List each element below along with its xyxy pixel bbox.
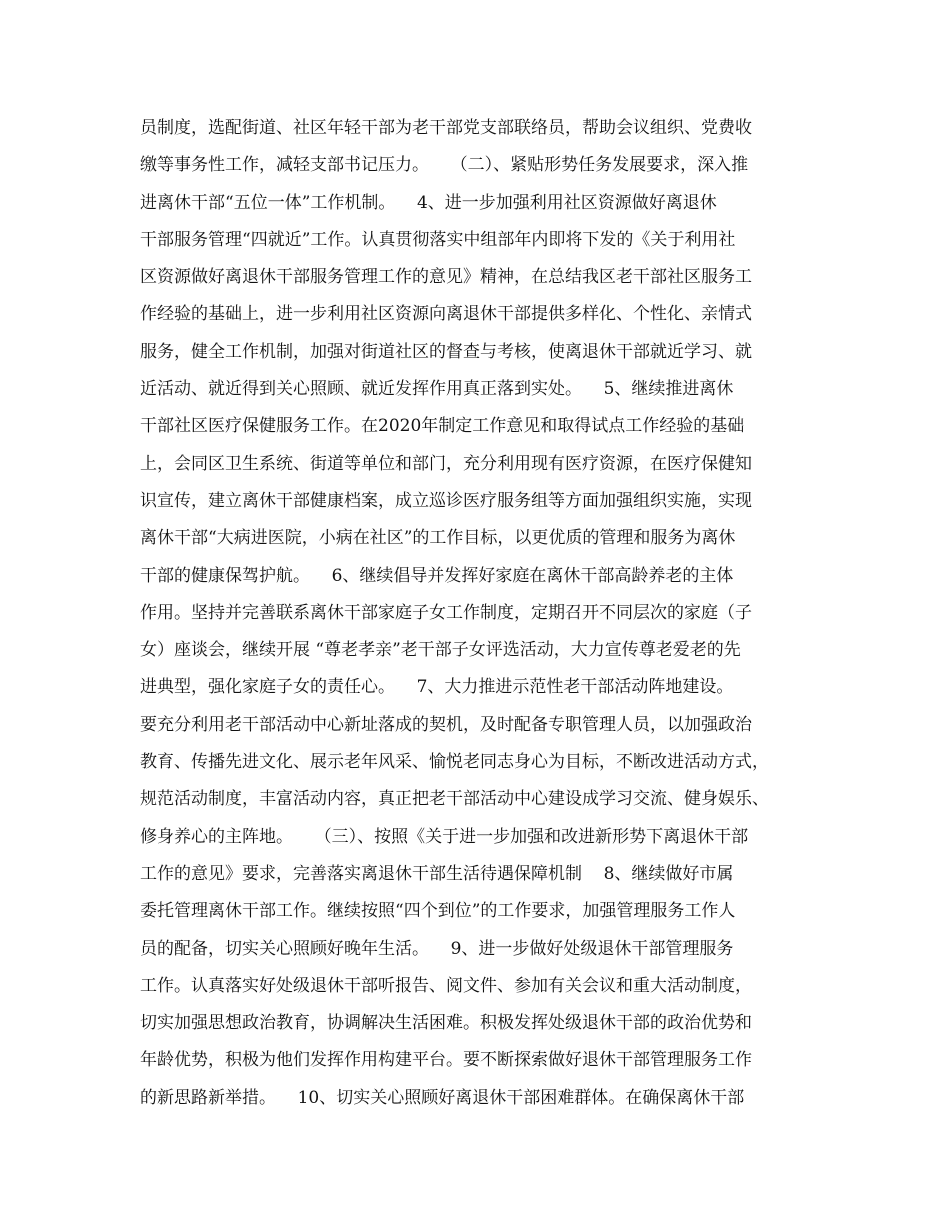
text-line: 干部服务管理“四就近”工作。认真贯彻落实中组部年内即将下发的《关于利用社 [140, 229, 736, 250]
text-line: 女）座谈会，继续开展 “尊老孝亲”老干部子女评选活动，大力宣传尊老爱老的先 [140, 640, 741, 661]
text-line: 规范活动制度，丰富活动内容，真正把老干部活动中心建设成学习交流、健身娱乐、 [140, 789, 769, 810]
text-line: 年龄优势，积极为他们发挥作用构建平台。要不断探索做好退休干部管理服务工作 [140, 1050, 752, 1071]
text-line: 的新思路新举措。 10、切实关心照顾好离退休干部困难群体。在确保离休干部 [140, 1087, 745, 1108]
text-line: 作经验的基础上，进一步利用社区资源向离退休干部提供多样化、个性化、亲情式 [140, 304, 752, 325]
text-line: 作用。坚持并完善联系离休干部家庭子女工作制度，定期召开不同层次的家庭（子 [140, 602, 752, 623]
text-line: 缴等事务性工作，减轻支部书记压力。 （二）、紧贴形势任务发展要求，深入推 [140, 155, 749, 176]
text-line: 工作。认真落实好处级退休干部听报告、阅文件、参加有关会议和重大活动制度， [140, 975, 752, 996]
text-line: 干部社区医疗保健服务工作。在2020年制定工作意见和取得试点工作经验的基础 [140, 416, 745, 437]
text-line: 干部的健康保驾护航。 6、继续倡导并发挥好家庭在离休干部高龄养老的主体 [140, 565, 734, 586]
text-line: 教育、传播先进文化、展示老年风采、愉悦老同志身心为目标，不断改进活动方式， [140, 752, 769, 773]
text-line: 要充分利用老干部活动中心新址落成的契机，及时配备专职管理人员，以加强政治 [140, 714, 752, 735]
text-line: 离休干部“大病进医院，小病在社区”的工作目标，以更优质的管理和服务为离休 [140, 528, 736, 549]
text-line: 工作的意见》要求，完善落实离退休干部生活待遇保障机制 8、继续做好市属 [140, 863, 734, 884]
text-line: 服务，健全工作机制，加强对街道社区的督查与考核，使离退休干部就近学习、就 [140, 341, 752, 362]
text-line: 委托管理离休干部工作。继续按照“四个到位”的工作要求，加强管理服务工作人 [140, 901, 736, 922]
text-line: 上，会同区卫生系统、街道等单位和部门，充分利用现有医疗资源，在医疗保健知 [140, 453, 752, 474]
text-line: 进典型，强化家庭子女的责任心。 7、大力推进示范性老干部活动阵地建设。 [140, 677, 734, 698]
text-line: 员制度，选配街道、社区年轻干部为老干部党支部联络员，帮助会议组织、党费收 [140, 118, 752, 138]
body-text [140, 110, 840, 1117]
text-line: 员的配备，切实关心照顾好晚年生活。 9、进一步做好处级退休干部管理服务 [140, 938, 734, 959]
text-line: 近活动、就近得到关心照顾、就近发挥作用真正落到实处。 5、继续推进离休 [140, 379, 734, 400]
text-line: 区资源做好离退休干部服务管理工作的意见》精神，在总结我区老干部社区服务工 [140, 267, 752, 288]
text-line: 修身养心的主阵地。 （三）、按照《关于进一步加强和改进新形势下离退休干部 [140, 826, 749, 847]
text-line: 进离休干部“五位一体”工作机制。 4、进一步加强利用社区资源做好离退休 [140, 192, 717, 213]
text-line: 识宣传，建立离休干部健康档案，成立巡诊医疗服务组等方面加强组织实施，实现 [140, 490, 752, 511]
text-line: 切实加强思想政治教育，协调解决生活困难。积极发挥处级退休干部的政治优势和 [140, 1013, 752, 1034]
